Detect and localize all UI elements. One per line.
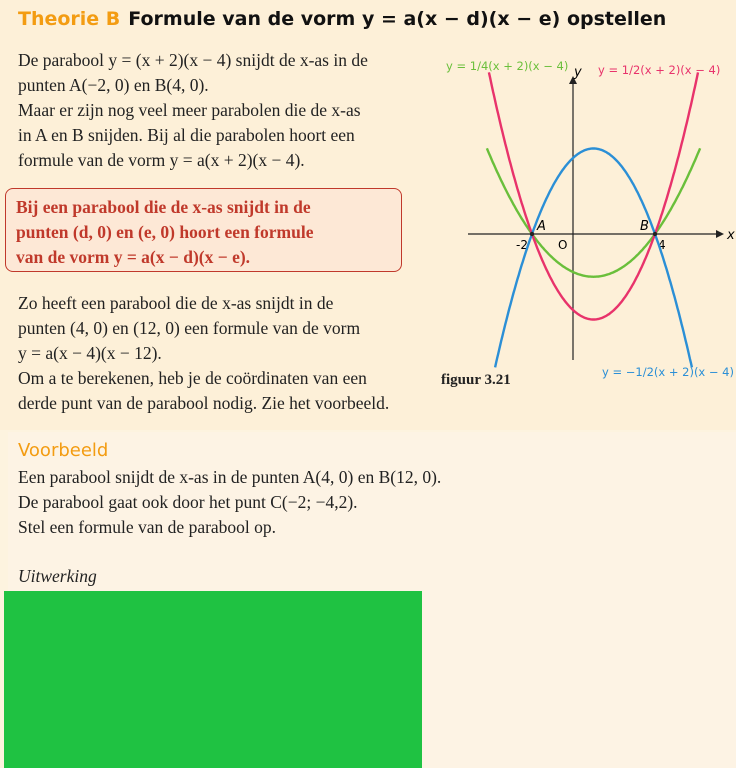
green-overlay-box	[4, 591, 422, 768]
tick-label: 4	[658, 238, 666, 252]
figure-caption: figuur 3.21	[441, 372, 511, 388]
explanation-line: Zo heeft een parabool die de x-as snijdt in de	[18, 293, 334, 313]
intro-line: in A en B snijden. Bij al die parabolen hoort een	[18, 125, 355, 145]
explanation-line: Om a te berekenen, heb je de coördinaten van een	[18, 368, 367, 388]
theory-tag: Theorie B	[18, 8, 121, 30]
point-label-a: A	[537, 219, 546, 234]
example-line: Een parabool snijdt de x-as in de punten A(4, 0) en B(12, 0).	[18, 467, 442, 487]
rule-box	[5, 188, 402, 272]
page-title	[18, 8, 666, 38]
intro-line: formule van de vorm y = a(x + 2)(x − 4).	[18, 150, 305, 170]
example-line: De parabool gaat ook door het punt C(−2; −4,2).	[18, 492, 358, 512]
tick-label: O	[558, 238, 568, 252]
example-title: Voorbeeld	[18, 440, 109, 461]
rule-line: Bij een parabool die de x-as snijdt in de	[16, 197, 311, 217]
solution-heading: Uitwerking	[18, 566, 97, 586]
point-marker	[653, 232, 657, 236]
intro-line: Maar er zijn nog veel meer parabolen die de x-as	[18, 100, 361, 120]
intro-line: punten A(−2, 0) en B(4, 0).	[18, 75, 209, 95]
tick-label: -2	[516, 238, 528, 252]
example-text	[18, 465, 441, 540]
example-line: Stel een formule van de parabool op.	[18, 517, 277, 537]
series-label: y = −1/2(x + 2)(x − 4)	[602, 365, 734, 379]
series-label: y = 1/4(x + 2)(x − 4)	[446, 59, 569, 73]
parabola-chart	[440, 50, 736, 390]
point-label-b: B	[640, 219, 649, 234]
series-label: y = 1/2(x + 2)(x − 4)	[598, 63, 721, 77]
explanation-line: derde punt van de parabool nodig. Zie het voorbeeld.	[18, 393, 390, 413]
parabola-curve	[489, 72, 698, 319]
y-axis-label: y	[574, 65, 582, 80]
explanation-line: punten (4, 0) en (12, 0) een formule van de vorm	[18, 318, 361, 338]
explanation-line: y = a(x − 4)(x − 12).	[18, 343, 162, 363]
explanation-paragraph	[18, 291, 438, 416]
title-text: Formule van de vorm y = a(x − d)(x − e) opstellen	[128, 8, 667, 30]
x-axis-label: x	[727, 228, 735, 243]
rule-line: punten (d, 0) en (e, 0) hoort een formule	[16, 222, 314, 242]
intro-line: De parabool y = (x + 2)(x − 4) snijdt de x-as in de	[18, 50, 368, 70]
parabola-curve	[487, 148, 700, 276]
x-axis-arrow	[716, 230, 724, 238]
rule-line: van de vorm y = a(x − d)(x − e).	[16, 247, 251, 267]
point-marker	[530, 232, 534, 236]
intro-paragraph	[18, 48, 438, 173]
parabola-curve	[495, 149, 692, 368]
